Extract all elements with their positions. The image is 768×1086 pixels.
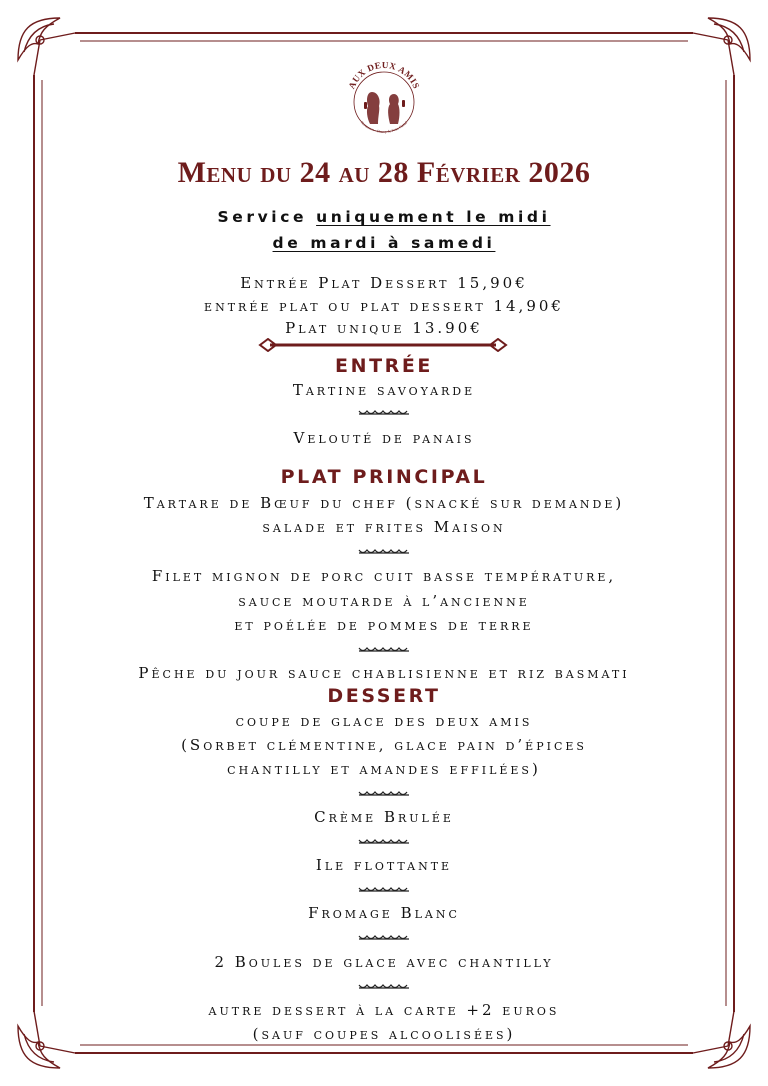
service-prefix: Service xyxy=(217,208,317,226)
wave-separator xyxy=(357,884,411,894)
entree-item-1: Tartine savoyarde xyxy=(292,381,476,399)
wave-separator xyxy=(357,788,411,798)
dessert-item-1-line-2: (Sorbet clémentine, glace pain d’épices xyxy=(181,736,587,754)
dessert-item-4: Fromage Blanc xyxy=(308,904,460,922)
wave-separator xyxy=(357,546,411,556)
svg-text:Restaurant · Champ de Foire Ca: Restaurant · Champ de Foire Cantal xyxy=(359,120,409,134)
dessert-item-6-line-1: autre dessert à la carte +2 euros xyxy=(208,1001,560,1019)
wave-separator xyxy=(357,981,411,991)
svg-text:AUX DEUX AMIS: AUX DEUX AMIS xyxy=(346,59,422,91)
dessert-item-1-line-3: chantilly et amandes effilées) xyxy=(227,760,541,778)
divider-ornament xyxy=(258,338,508,352)
price-formula-2: entrée plat ou plat dessert 14,90€ xyxy=(204,297,564,315)
service-hours: uniquement le midi xyxy=(316,208,551,226)
entree-item-2: Velouté de panais xyxy=(293,429,475,447)
restaurant-logo xyxy=(334,50,434,150)
corner-ornament-top-left xyxy=(18,18,75,75)
section-heading-plat: PLAT PRINCIPAL xyxy=(280,466,488,488)
dessert-item-3: Ile flottante xyxy=(315,856,453,874)
plat-item-2-line-1: Filet mignon de porc cuit basse température, xyxy=(151,567,617,585)
dessert-item-6-line-2: (sauf coupes alcoolisées) xyxy=(252,1025,516,1043)
plat-item-2-line-2: sauce moutarde à l’ancienne xyxy=(238,592,530,610)
wave-separator xyxy=(357,932,411,942)
plat-item-3: Pêche du jour sauce chablisienne et riz basmati xyxy=(138,664,630,682)
section-heading-dessert: DESSERT xyxy=(327,685,441,707)
dessert-item-1-line-1: coupe de glace des deux amis xyxy=(235,712,533,730)
section-heading-entree: ENTRÉE xyxy=(334,355,434,377)
menu-title: Menu du 24 au 28 Février 2026 xyxy=(177,156,591,189)
plat-item-1-line-2: salade et frites Maison xyxy=(262,518,506,536)
plat-item-1-line-1: Tartare de Bœuf du chef (snacké sur demande) xyxy=(143,494,625,512)
dessert-item-5: 2 Boules de glace avec chantilly xyxy=(214,953,554,971)
dessert-item-2: Crème Brulée xyxy=(314,808,454,826)
service-line-2 xyxy=(0,234,768,252)
wave-separator xyxy=(357,644,411,654)
wave-separator xyxy=(357,836,411,846)
price-formula-1: Entrée Plat Dessert 15,90€ xyxy=(240,274,528,292)
service-days: de mardi à samedi xyxy=(272,234,496,252)
price-formula-3: Plat unique 13.90€ xyxy=(285,319,483,337)
service-line-1 xyxy=(0,208,768,226)
plat-item-2-line-3: et poélée de pommes de terre xyxy=(234,616,534,634)
wave-separator xyxy=(357,407,411,417)
